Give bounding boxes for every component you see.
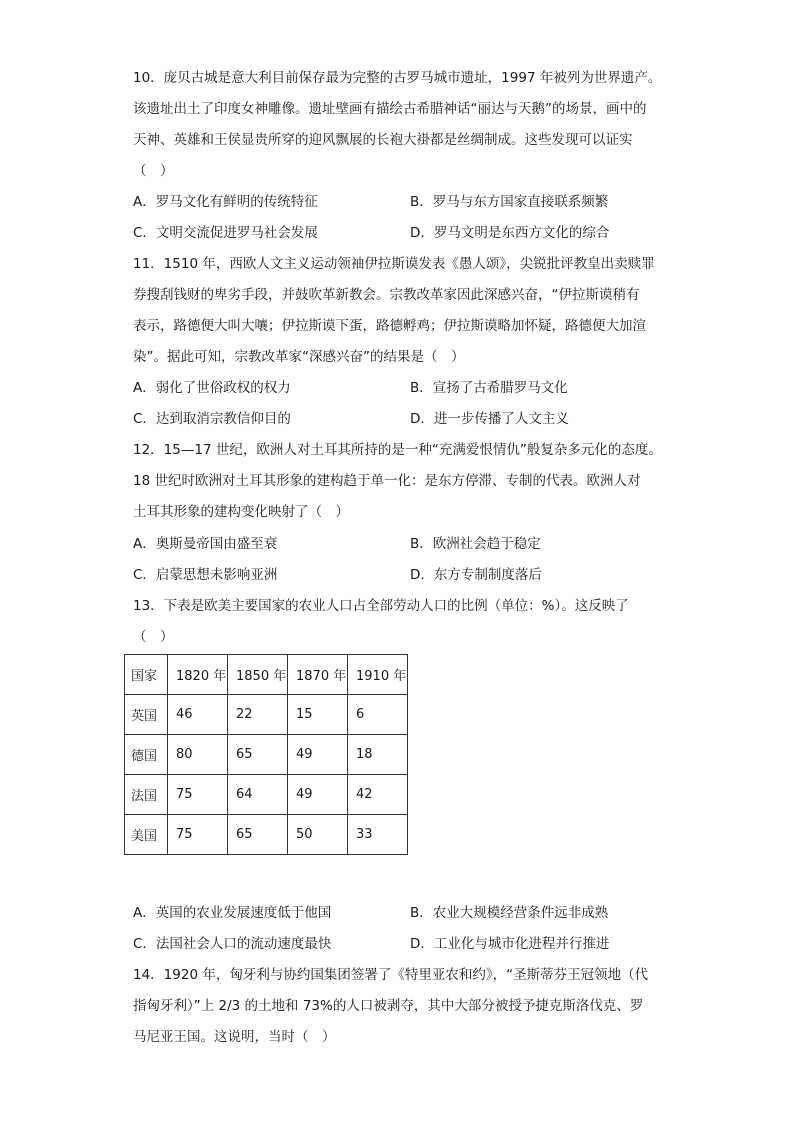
table-cell: 德国 xyxy=(125,735,168,775)
table-row xyxy=(125,775,408,815)
table-cell: 49 xyxy=(288,735,348,775)
table-header-cell: 1870 年 xyxy=(288,655,348,695)
question-11-line-1: 11．1510 年，西欧人文主义运动领袖伊拉斯谟发表《愚人颂》，尖锐批评教皇出卖赎罪 xyxy=(133,256,655,272)
table-header-row xyxy=(125,655,408,695)
question-11-option-c: C．达到取消宗教信仰目的 xyxy=(133,411,291,427)
table-cell: 65 xyxy=(228,815,288,855)
question-10-option-b: B．罗马与东方国家直接联系频繁 xyxy=(410,194,609,210)
question-12-option-d: D．东方专制制度落后 xyxy=(410,567,542,583)
question-14-line-1: 14．1920 年，匈牙利与协约国集团签署了《特里亚农和约》，“圣斯蒂芬王冠领地（代 xyxy=(133,967,649,983)
question-13-line-1: 13．下表是欧美主要国家的农业人口占全部劳动人口的比例（单位：%）。这反映了 xyxy=(133,598,629,614)
question-12-option-a: A．奥斯曼帝国由盛至衰 xyxy=(133,536,278,552)
table-cell: 65 xyxy=(228,735,288,775)
table-cell: 33 xyxy=(348,815,408,855)
table-cell: 80 xyxy=(168,735,228,775)
question-11-option-d: D．进一步传播了人文主义 xyxy=(410,411,569,427)
table-cell: 64 xyxy=(228,775,288,815)
question-12-option-c: C．启蒙思想未影响亚洲 xyxy=(133,567,278,583)
data-table xyxy=(124,654,408,855)
question-13-line-2: （ ） xyxy=(133,629,174,645)
question-10-line-1: 10．庞贝古城是意大利目前保存最为完整的古罗马城市遗址，1997 年被列为世界遗产。 xyxy=(133,70,662,86)
question-11-option-b: B．宣扬了古希腊罗马文化 xyxy=(410,380,568,396)
table-header-cell: 1910 年 xyxy=(348,655,408,695)
question-11-option-a: A．弱化了世俗政权的权力 xyxy=(133,380,291,396)
table-row xyxy=(125,815,408,855)
table-header-cell: 国家 xyxy=(125,655,168,695)
table-cell: 18 xyxy=(348,735,408,775)
table-cell: 美国 xyxy=(125,815,168,855)
table-cell: 英国 xyxy=(125,695,168,735)
question-10-option-a: A．罗马文化有鲜明的传统特征 xyxy=(133,194,318,210)
table-row xyxy=(125,735,408,775)
table-header-cell: 1850 年 xyxy=(228,655,288,695)
table-row xyxy=(125,695,408,735)
table-cell: 75 xyxy=(168,815,228,855)
table-cell: 75 xyxy=(168,775,228,815)
question-10-option-d: D．罗马文明是东西方文化的综合 xyxy=(410,225,610,241)
question-12-line-1: 12．15—17 世纪，欧洲人对土耳其所持的是一种“充满爱恨情仇”般复杂多元化的态度。 xyxy=(133,442,662,458)
question-14-line-3: 马尼亚王国。这说明，当时（ ） xyxy=(133,1029,336,1045)
question-10-option-c: C．文明交流促进罗马社会发展 xyxy=(133,225,318,241)
table-cell: 50 xyxy=(288,815,348,855)
question-13-option-a: A．英国的农业发展速度低于他国 xyxy=(133,905,332,921)
question-10-line-4: （ ） xyxy=(133,163,174,179)
table-cell: 22 xyxy=(228,695,288,735)
question-12-line-2: 18 世纪时欧洲对土耳其形象的建构趋于单一化：是东方停滞、专制的代表。欧洲人对 xyxy=(133,473,641,489)
table-cell: 法国 xyxy=(125,775,168,815)
table-cell: 42 xyxy=(348,775,408,815)
table-cell: 49 xyxy=(288,775,348,815)
question-14-line-2: 指匈牙利）”上 2/3 的土地和 73%的人口被剥夺，其中大部分被授予捷克斯洛伐克、罗 xyxy=(133,998,644,1014)
question-11-line-2: 券搜刮钱财的卑劣手段，并鼓吹革新教会。宗教改革家因此深感兴奋，“伊拉斯谟稍有 xyxy=(133,287,640,303)
table-cell: 6 xyxy=(348,695,408,735)
table-cell: 46 xyxy=(168,695,228,735)
question-10-line-2: 该遗址出土了印度女神雕像。遗址壁画有描绘古希腊神话“丽达与天鹅”的场景，画中的 xyxy=(133,101,647,117)
question-11-line-3: 表示，路德便大叫大嚷；伊拉斯谟下蛋，路德孵鸡；伊拉斯谟略加怀疑，路德便大加渲 xyxy=(133,318,646,334)
question-12-line-3: 土耳其形象的建构变化映射了（ ） xyxy=(133,504,349,520)
question-11-line-4: 染”。据此可知，宗教改革家“深感兴奋”的结果是（ ） xyxy=(133,349,465,365)
question-10-line-3: 天神、英雄和王侯显贵所穿的迎风飘展的长袍大褂都是丝绸制成。这些发现可以证实 xyxy=(133,132,633,148)
question-13-option-d: D．工业化与城市化进程并行推进 xyxy=(410,936,610,952)
table-header-cell: 1820 年 xyxy=(168,655,228,695)
question-13-option-c: C．法国社会人口的流动速度最快 xyxy=(133,936,332,952)
question-13-option-b: B．农业大规模经营条件远非成熟 xyxy=(410,905,609,921)
question-12-option-b: B．欧洲社会趋于稳定 xyxy=(410,536,541,552)
table-cell: 15 xyxy=(288,695,348,735)
